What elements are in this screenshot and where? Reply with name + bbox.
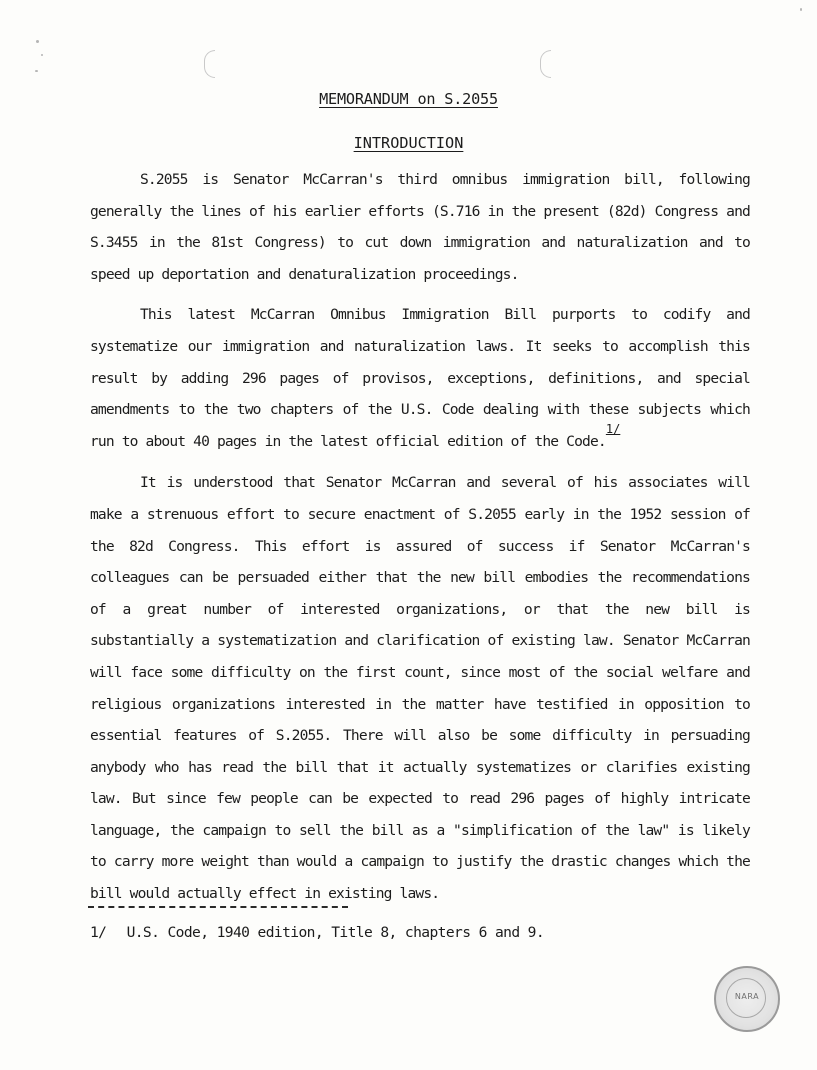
footnote-marker: 1/ <box>90 924 107 941</box>
section-heading <box>0 134 817 152</box>
paragraph-3: It is understood that Senator McCarran and several of his associates will make a strenuous effort to secure enactment of S.2055 early in the 1952 session of the 82d Congress. This effort is assured of success if Senator McCarran's colleagues can be persuaded either that the new bill embodies the recommendations of a great number of interested organizations, or that the new bill is substantially a systematization and clarification of existing law. Senator McCarran will face some difficulty on the first count, since most of the social welfare and religious organizations interested in the matter have testified in opposition to essential features of S.2055. There will also be some difficulty in persuading anybody who has read the bill that it actually systematizes or clarifies existing law. But since few people can be expected to read 296 pages of highly intricate language, the campaign to sell the bill as a "simplification of the law" is likely to carry more weight than would a campaign to justify the drastic changes which the bill would actually effect in existing laws. <box>90 474 750 903</box>
archive-stamp-text: NARA <box>734 992 760 1001</box>
paper-speck <box>41 54 43 56</box>
paragraph-1: S.2055 is Senator McCarran's third omnibus immigration bill, following generally the lines of his earlier efforts (S.716 in the present (82d) Congress and S.3455 in the 81st Congress) to cut down immigration and naturalization and to speed up deportation and denaturalization proceedings. <box>90 171 750 283</box>
footnote-text: U.S. Code, 1940 edition, Title 8, chapters 6 and 9. <box>126 924 545 941</box>
footnote <box>90 924 544 941</box>
paper-speck <box>800 8 802 11</box>
memo-body <box>90 164 750 919</box>
section-heading-text: INTRODUCTION <box>353 134 464 152</box>
footnote-divider <box>88 906 348 908</box>
archive-stamp <box>714 966 780 1032</box>
footnote-reference: 1/ <box>605 421 621 436</box>
paper-speck <box>35 70 38 72</box>
paragraph-2 <box>90 299 750 458</box>
memo-title-text: MEMORANDUM on S.2055 <box>319 90 498 108</box>
punch-hole-mark <box>204 50 215 78</box>
memo-title <box>0 90 817 108</box>
paper-speck <box>36 40 39 43</box>
punch-hole-mark <box>540 50 551 78</box>
paragraph-2-text: This latest McCarran Omnibus Immigration Bill purports to codify and systematize our immigration and naturalization laws. It seeks to accomplish this result by adding 296 pages of provisos, exceptions, definitions, and special amendments to the two chapters of the U.S. Code dealing with these subjects which run to about 40 pages in the latest official edition of the Code. <box>90 306 750 450</box>
